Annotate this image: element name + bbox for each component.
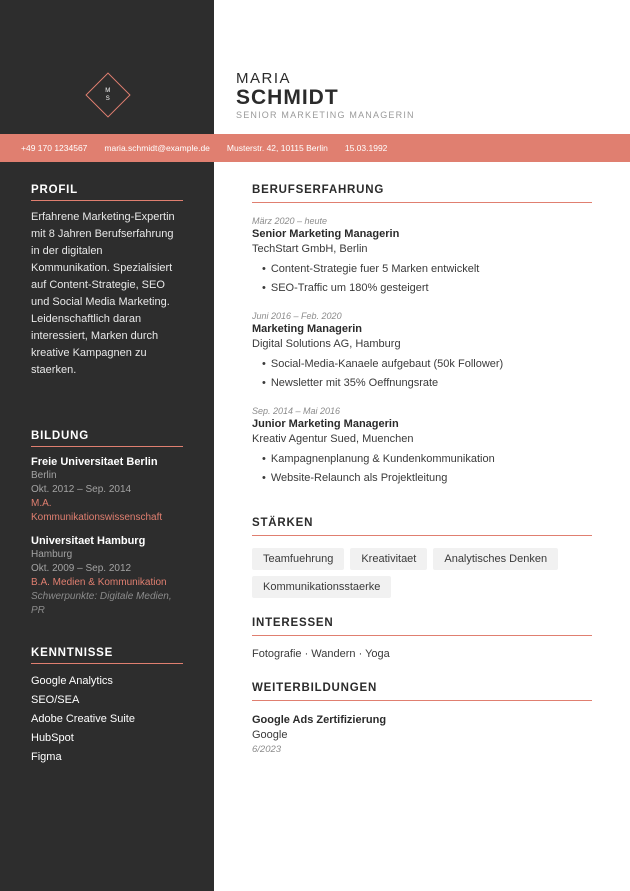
- skills-section: [31, 647, 183, 767]
- job-company: Kreativ Agentur Sued, Muenchen: [252, 433, 414, 445]
- strength-tag: Kommunikationsstaerke: [252, 576, 391, 598]
- job-company: TechStart GmbH, Berlin: [252, 243, 368, 255]
- education-note: Schwerpunkte: Digitale Medien, PR: [31, 591, 172, 616]
- profile-text: Erfahrene Marketing-Expertin mit 8 Jahren Berufserfahrung in der digitalen Kommunikation. Spezialisiert auf Content-Strategie, SEO und Social Media Marketing. Leidenschaftlich daran interessiert, Marken durch kreative Kampagnen zu staerken.: [31, 211, 175, 376]
- profile-heading: PROFIL: [31, 184, 183, 201]
- skill-item: Adobe Creative Suite: [31, 713, 135, 725]
- job-bullets: [252, 355, 592, 393]
- education-item: [31, 534, 183, 618]
- job-bullets: [252, 450, 592, 488]
- job-bullet: • SEO-Traffic um 180% gesteigert: [262, 279, 592, 298]
- job-entry: [252, 405, 592, 488]
- name-header: [236, 70, 415, 120]
- job-bullet: • Kampagnenplanung & Kundenkommunikation: [262, 450, 592, 469]
- skill-item: Google Analytics: [31, 675, 113, 687]
- contact-birthdate: 15.03.1992: [344, 143, 388, 153]
- job-role: Marketing Managerin: [252, 323, 363, 335]
- training-section: [252, 682, 592, 757]
- training-item: [252, 713, 592, 757]
- education-city: Berlin: [31, 470, 57, 481]
- strength-tag: Teamfuehrung: [252, 548, 344, 570]
- education-degree: B.A. Medien & Kommunikation: [31, 577, 167, 588]
- strengths-heading: STÄRKEN: [252, 517, 592, 536]
- contact-phone[interactable]: +49 170 1234567: [21, 143, 88, 153]
- monogram: [92, 79, 124, 111]
- experience-heading: BERUFSERFAHRUNG: [252, 184, 592, 203]
- education-section: [31, 430, 183, 627]
- strengths-section: [252, 517, 592, 598]
- job-role: Senior Marketing Managerin: [252, 228, 400, 240]
- job-dates: Juni 2016 – Feb. 2020: [252, 311, 342, 321]
- job-bullets: [252, 260, 592, 298]
- job-company: Digital Solutions AG, Hamburg: [252, 338, 401, 350]
- strength-tags: [252, 548, 592, 598]
- job-role: Junior Marketing Managerin: [252, 418, 399, 430]
- contact-bar: [0, 134, 630, 162]
- training-heading: WEITERBILDUNGEN: [252, 682, 592, 701]
- education-degree: M.A. Kommunikationswissenschaft: [31, 498, 163, 523]
- experience-section: [252, 184, 592, 500]
- training-org: Google: [252, 729, 288, 741]
- contact-email[interactable]: maria.schmidt@example.de: [104, 143, 210, 153]
- skills-heading: KENNTNISSE: [31, 647, 183, 664]
- job-title: SENIOR MARKETING MANAGERIN: [236, 110, 415, 120]
- education-school: Freie Universitaet Berlin: [31, 456, 158, 468]
- job-dates: Sep. 2014 – Mai 2016: [252, 406, 341, 416]
- profile-section: [31, 184, 183, 379]
- education-dates: Okt. 2012 – Sep. 2014: [31, 484, 132, 495]
- monogram-bottom-letter: S: [105, 96, 111, 102]
- contact-address: Musterstr. 42, 10115 Berlin: [226, 143, 328, 153]
- education-heading: BILDUNG: [31, 430, 183, 447]
- job-entry: [252, 310, 592, 393]
- education-city: Hamburg: [31, 549, 73, 560]
- skill-item: SEO/SEA: [31, 694, 80, 706]
- interests-heading: INTERESSEN: [252, 617, 592, 636]
- skill-item: HubSpot: [31, 732, 74, 744]
- training-name: Google Ads Zertifizierung: [252, 714, 387, 726]
- job-bullet: • Website-Relaunch als Projektleitung: [262, 469, 592, 488]
- job-bullet: • Content-Strategie fuer 5 Marken entwickelt: [262, 260, 592, 279]
- education-item: [31, 455, 183, 525]
- interests-text: Fotografie · Wandern · Yoga: [252, 648, 390, 660]
- job-dates: März 2020 – heute: [252, 216, 328, 226]
- education-school: Universitaet Hamburg: [31, 535, 146, 547]
- skill-item: Figma: [31, 751, 62, 763]
- strength-tag: Analytisches Denken: [433, 548, 558, 570]
- training-date: 6/2023: [252, 744, 282, 755]
- job-entry: [252, 215, 592, 298]
- first-name: MARIA: [236, 70, 292, 87]
- job-bullet: • Social-Media-Kanaele aufgebaut (50k Follower): [262, 355, 592, 374]
- last-name: SCHMIDT: [236, 86, 339, 109]
- monogram-top-letter: M: [105, 88, 111, 94]
- job-bullet: • Newsletter mit 35% Oeffnungsrate: [262, 374, 592, 393]
- education-dates: Okt. 2009 – Sep. 2012: [31, 563, 132, 574]
- interests-section: [252, 617, 592, 660]
- strength-tag: Kreativitaet: [350, 548, 427, 570]
